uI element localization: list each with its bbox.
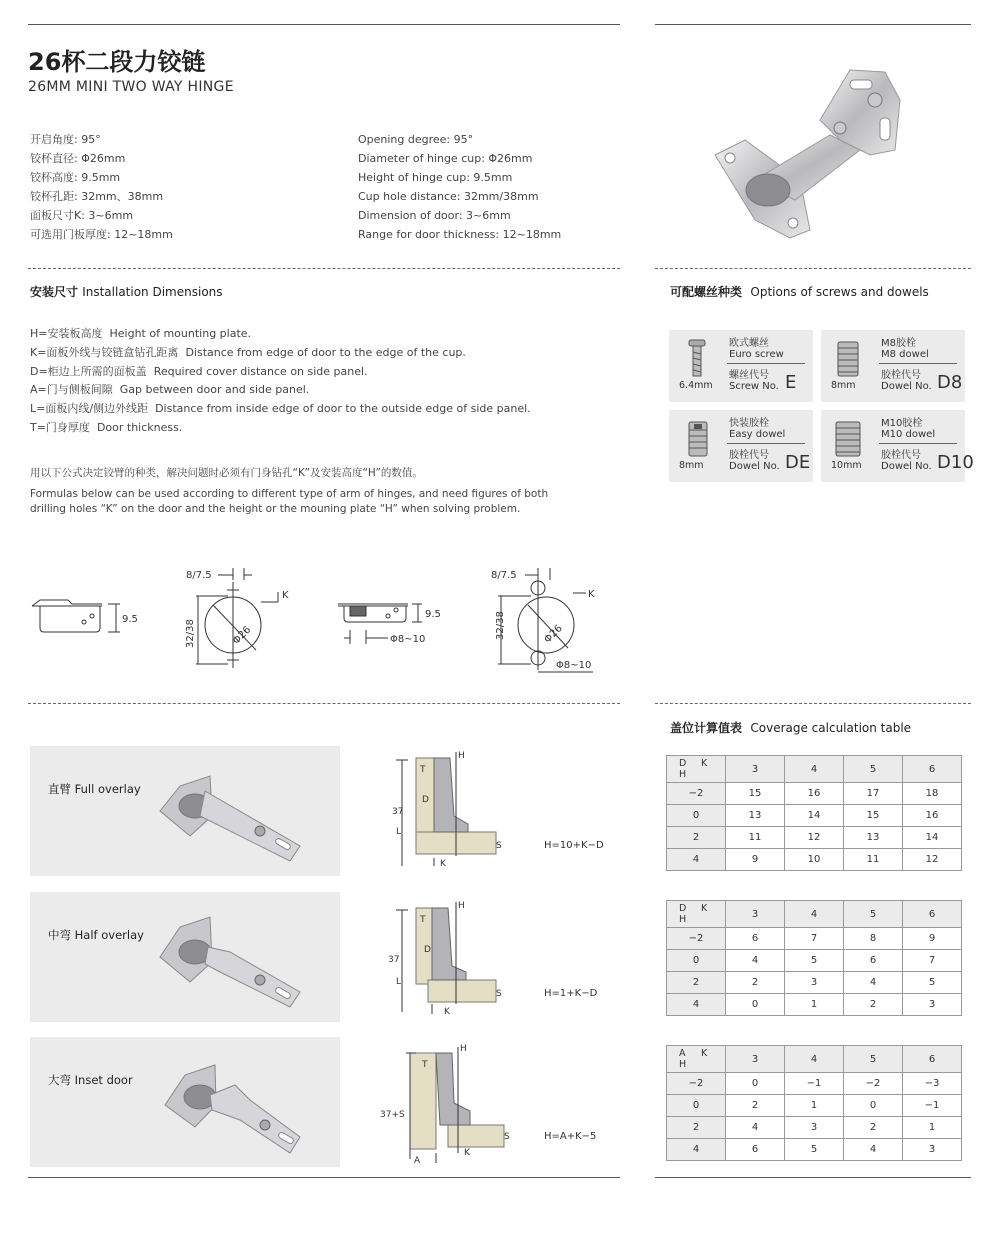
easy-dowel-icon [685,420,711,458]
screw-no: 螺丝代号 Screw No. [729,370,779,392]
screw-no: 胶栓代号 Dowel No. [881,370,932,392]
offset-label: 8/7.5 [186,570,212,581]
spec-en: Cup hole distance: 32mm/38mm [358,190,539,203]
definition-row: T=门身厚度 Door thickness. [30,420,183,434]
spec-cn: 铰杯高度: 9.5mm [30,171,121,184]
cup-height-label: 9.5 [122,614,138,625]
screw-name: 欧式螺丝 Euro screw [729,338,784,360]
half-overlay-section [388,892,508,1020]
table-corner: D K H [667,756,726,783]
hole-distance-label-2: 32/38 [495,611,506,640]
product-title-en: 26MM MINI TWO WAY HINGE [28,79,234,95]
m8-dowel-icon [835,340,861,378]
dowel-phi-label: Φ8~10 [390,634,426,645]
screw-divider [727,363,805,364]
table-row: 4 6 5 4 3 [667,1139,962,1161]
formula: H=A+K−5 [544,1131,597,1142]
installation-heading [30,283,223,300]
section-divider [28,268,620,269]
h-label: H [458,901,465,911]
spec-cn: 面板尺寸K: 3~6mm [30,209,134,222]
spec-en: Height of hinge cup: 9.5mm [358,171,513,184]
overlay-panel-full [30,746,340,876]
full-overlay-section [388,746,508,874]
table-row: −2 15 16 17 18 [667,783,962,805]
screw-no: 胶栓代号 Dowel No. [729,450,780,472]
table-col-header: 5 [844,901,903,928]
t-label: T [422,1060,428,1070]
spec-cn: 开启角度: 95° [30,133,101,146]
screw-divider [879,443,957,444]
hinge-product-image [700,60,940,260]
definition-row: L=面板内线/侧边外线距 Distance from inside edge of door to the outside edge of side panel. [30,402,531,416]
screw-size: 8mm [679,460,704,471]
l-label: L [396,977,402,987]
table-col-header: 4 [785,756,844,783]
table-row: −2 0 −1 −2 −3 [667,1073,962,1095]
screws-heading [670,283,929,300]
coverage-table-full [666,755,962,871]
coverage-table-inset [666,1045,962,1161]
section-divider [655,268,971,269]
screw-name: M10胶栓 M10 dowel [881,418,936,440]
screws-heading-en: Options of screws and dowels [750,285,929,299]
m10-dowel-icon [833,420,863,458]
k-label: K [444,1007,450,1017]
screw-size: 10mm [831,460,862,471]
screw-size: 6.4mm [679,380,713,391]
definition-row: H=安装板高度 Height of mounting plate. [30,327,252,340]
s-label: S [496,989,502,999]
formula: H=10+K−D [544,840,604,851]
t-label: T [420,915,426,925]
table-row: 0 4 5 6 7 [667,950,962,972]
table-col-header: 6 [903,1046,962,1073]
coverage-heading-en: Coverage calculation table [750,721,912,735]
table-row: 4 0 1 2 3 [667,994,962,1016]
table-col-header: 5 [844,756,903,783]
k-label: K [464,1148,470,1158]
coverage-table-half [666,900,962,1016]
dowel-cup-diameter-label: Φ26 [542,623,565,646]
h-label: H [460,1044,467,1054]
table-row: 4 9 10 11 12 [667,849,962,871]
table-col-header: 6 [903,901,962,928]
overlay-panel-inset [30,1037,340,1167]
screw-option-m8 [821,330,965,402]
table-row: 2 2 3 4 5 [667,972,962,994]
spec-cn: 可选用门板厚度: 12~18mm [30,228,173,241]
spec-en: Dimension of door: 3~6mm [358,209,511,222]
screw-code: DE [785,452,811,473]
table-row: 0 13 14 15 16 [667,805,962,827]
product-title-cn: 26杯二段力铰链 [28,48,206,76]
t-label: T [420,765,426,775]
screw-code: D8 [937,372,963,393]
spec-en: Opening degree: 95° [358,133,474,146]
table-row: −2 6 7 8 9 [667,928,962,950]
formula: H=1+K−D [544,988,598,999]
screw-divider [879,363,957,364]
d-label: D [422,795,429,805]
definitions-list [30,325,610,438]
screw-code: E [785,372,797,393]
spec-en: Range for door thickness: 12~18mm [358,228,562,241]
table-corner: D K H [667,901,726,928]
definition-row: K=面板外线与铰链盒钻孔距离 Distance from edge of door to the edge of the cup. [30,345,466,359]
screws-heading-cn: 可配螺丝种类 [670,285,743,299]
specs-cn-list [30,130,330,244]
cup-front-drawing [196,568,278,668]
screw-option-easy [669,410,813,482]
bottom-rule-right [655,1177,971,1178]
dim-label: 37+S [380,1110,405,1120]
a-label: A [414,1156,421,1166]
k-label: K [440,859,446,869]
d-label: D [424,945,431,955]
table-col-header: 4 [785,1046,844,1073]
formula-note-en: Formulas below can be used according to different type of arm of hinges, and need figures of both drilling holes “K” on the door and the height or the mouning plate “H” when solving problem. [30,488,549,515]
cup-profile-drawing [32,600,120,632]
overlay-label: 大弯 Inset door [48,1073,133,1087]
screw-code: D10 [937,452,974,473]
cup-diameter-label: Φ26 [230,624,254,647]
table-row: 2 11 12 13 14 [667,827,962,849]
full-overlay-hinge-image [150,756,310,866]
section-divider [28,703,620,704]
installation-heading-cn: 安装尺寸 [30,285,79,299]
table-col-header: 3 [726,901,785,928]
specs-en-list [358,130,618,244]
screw-name: 快装胶栓 Easy dowel [729,418,786,440]
screw-option-m10 [821,410,974,482]
offset-label-2: 8/7.5 [491,570,517,581]
table-row: 2 4 3 2 1 [667,1117,962,1139]
screw-no: 胶栓代号 Dowel No. [881,450,932,472]
top-rule-right [655,24,971,25]
spec-cn: 铰杯直径: Φ26mm [30,152,126,165]
s-label: S [496,841,502,851]
overlay-label: 中弯 Half overlay [48,928,144,942]
half-overlay-hinge-image [150,902,310,1012]
table-col-header: 3 [726,756,785,783]
k-label-2: K [588,589,595,600]
s-label: S [504,1132,510,1142]
table-col-header: 6 [903,756,962,783]
table-corner: A K H [667,1046,726,1073]
overlay-panel-half [30,892,340,1022]
h-label: H [458,751,465,761]
formula-note-cn: 用以下公式决定铰臂的种类，解决问题时必须有门身钻孔“K”及安装高度“H”的数值。 [30,467,423,479]
inset-section [380,1037,510,1167]
coverage-heading [670,719,911,736]
table-col-header: 5 [844,1046,903,1073]
dimension-drawings [28,560,608,680]
screw-name: M8胶栓 M8 dowel [881,338,929,360]
section-divider [655,703,971,704]
definition-row: A=门与侧板间隙 Gap between door and side panel. [30,383,310,397]
screw-size: 8mm [831,380,856,391]
euro-screw-icon [685,338,709,378]
table-col-header: 3 [726,1046,785,1073]
definition-row: D=柜边上所需的面板盖 Required cover distance on side panel. [30,364,368,378]
table-col-header: 4 [785,901,844,928]
screw-option-euro [669,330,813,402]
hole-distance-label: 32/38 [185,619,196,648]
phi-label-2: Φ8~10 [556,660,592,671]
top-rule-left [28,24,620,25]
inset-hinge-image [150,1045,310,1160]
installation-heading-en: Installation Dimensions [82,285,223,299]
spec-cn: 铰杯孔距: 32mm、38mm [30,190,164,203]
bottom-rule-left [28,1177,620,1178]
coverage-heading-cn: 盖位计算值表 [670,721,743,735]
spec-en: Diameter of hinge cup: Φ26mm [358,152,533,165]
dim-label: 37 [388,955,400,965]
dowel-height-label: 9.5 [425,609,441,620]
dim-label: 37 [392,807,404,817]
k-label: K [282,590,289,601]
l-label: L [396,827,402,837]
screw-divider [727,443,805,444]
overlay-label: 直臂 Full overlay [48,782,141,796]
table-row: 0 2 1 0 −1 [667,1095,962,1117]
dowel-front-drawing [498,568,593,672]
